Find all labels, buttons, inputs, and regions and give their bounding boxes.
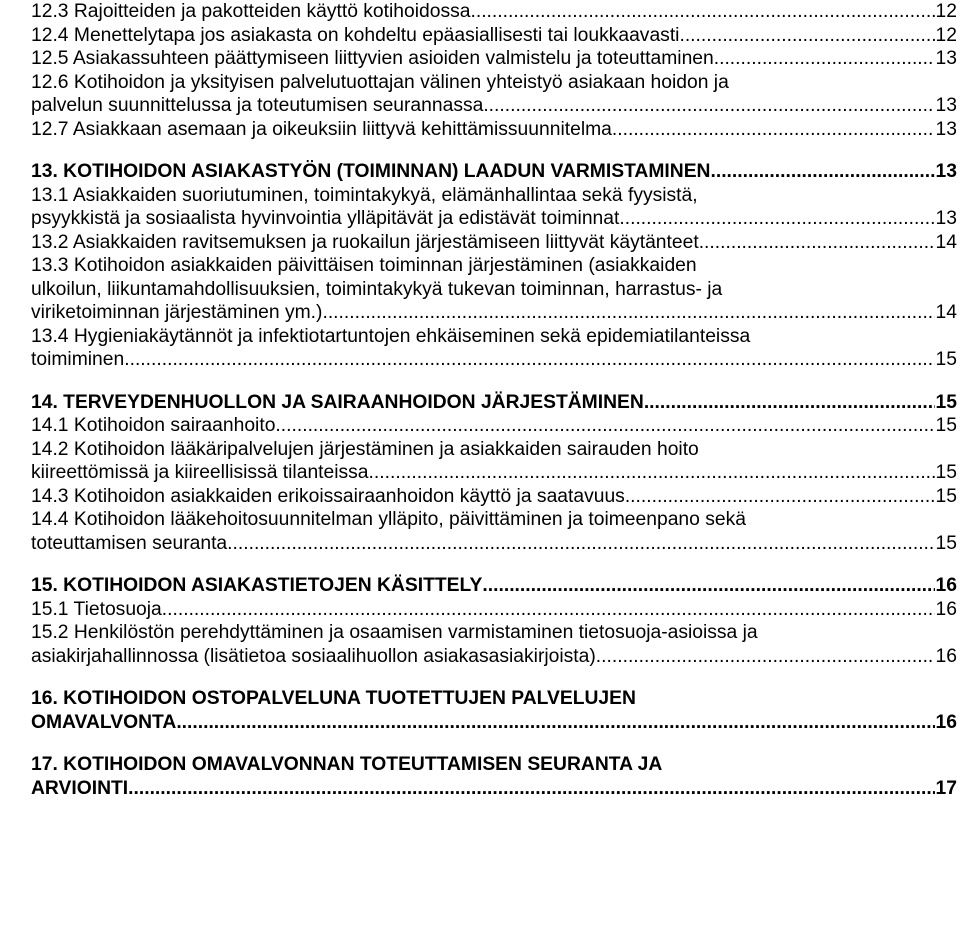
toc-entry-text: 13.1 Asiakkaiden suoriutuminen, toimintakykyä, elämänhallintaa sekä fyysistä, — [31, 184, 698, 206]
toc-entry-line — [31, 71, 957, 95]
toc-entry-text: viriketoiminnan järjestäminen ym.) — [31, 302, 323, 323]
toc-leader-dots — [596, 645, 935, 669]
toc-page-number: 15 — [935, 462, 957, 483]
toc-leader-dots — [714, 47, 935, 71]
toc-entry-line[interactable] — [31, 24, 957, 48]
toc-page-number: 13 — [935, 161, 957, 182]
toc-leader-dots — [275, 414, 934, 438]
toc-entry-line — [31, 621, 957, 645]
toc-entry-line — [31, 278, 957, 302]
toc-entry-text: ARVIOINTI — [31, 777, 129, 799]
toc-page-number: 15 — [935, 349, 957, 370]
toc-entry-line — [31, 254, 957, 278]
toc-page-number: 14 — [935, 231, 957, 253]
toc-entry-text: 12.4 Menettelytapa jos asiakasta on kohdeltu epäasiallisesti tai loukkaavasti — [31, 24, 680, 46]
toc-leader-dots — [162, 598, 935, 622]
toc-entry-line[interactable] — [31, 711, 957, 735]
toc-leader-dots — [619, 207, 934, 231]
toc-entry-line[interactable] — [31, 47, 957, 71]
toc-entry-text: ulkoilun, liikuntamahdollisuuksien, toimintakykyä tukevan toiminnan, harrastus- ja — [31, 278, 723, 300]
toc-entry-text: 15. KOTIHOIDON ASIAKASTIETOJEN KÄSITTELY — [31, 575, 483, 596]
toc-entry-text: toteuttamisen seuranta — [31, 532, 228, 554]
toc-entry-text: 13. KOTIHOIDON ASIAKASTYÖN (TOIMINNAN) LAADUN VARMISTAMINEN — [31, 161, 711, 182]
toc-page-number: 16 — [935, 711, 957, 733]
toc-entry-text: asiakirjahallinnossa (lisätietoa sosiaalihuollon asiakasasiakirjoista) — [31, 645, 596, 667]
toc-page-number: 13 — [935, 48, 957, 69]
toc-leader-dots — [470, 0, 934, 24]
toc-entry-line[interactable] — [31, 160, 957, 184]
section-gap — [31, 668, 957, 687]
toc-entry-line[interactable] — [31, 94, 957, 118]
toc-entry-line[interactable] — [31, 207, 957, 231]
toc-leader-dots — [128, 777, 934, 801]
toc-entry-line[interactable] — [31, 118, 957, 142]
toc-page-number: 15 — [935, 415, 957, 436]
toc-entry-line — [31, 687, 957, 711]
toc-entry-text: 17. KOTIHOIDON OMAVALVONNAN TOTEUTTAMISEN SEURANTA JA — [31, 754, 663, 775]
toc-page-number: 13 — [935, 95, 957, 116]
toc-entry-text: 15.2 Henkilöstön perehdyttäminen ja osaamisen varmistaminen tietosuoja-asioissa ja — [31, 622, 758, 643]
toc-page-number: 15 — [935, 532, 957, 554]
toc-entry-line[interactable] — [31, 301, 957, 325]
toc-page-number: 17 — [935, 777, 957, 799]
toc-entry-line[interactable] — [31, 461, 957, 485]
toc-entry-line[interactable] — [31, 391, 957, 415]
toc-leader-dots — [612, 118, 935, 142]
toc-entry-text: palvelun suunnittelussa ja toteutumisen seurannassa — [31, 95, 484, 116]
toc-page-number: 12 — [935, 1, 957, 22]
toc-entry-text: 16. KOTIHOIDON OSTOPALVELUNA TUOTETTUJEN PALVELUJEN — [31, 688, 636, 709]
toc-entry-line[interactable] — [31, 414, 957, 438]
toc-leader-dots — [227, 532, 934, 556]
toc-entry-text: 12.7 Asiakkaan asemaan ja oikeuksiin liittyvä kehittämissuunnitelma — [31, 118, 612, 140]
toc-entry-text: 14.3 Kotihoidon asiakkaiden erikoissairaanhoidon käyttö ja saatavuus — [31, 485, 625, 507]
table-of-contents — [31, 0, 957, 800]
toc-entry-text: 14.4 Kotihoidon lääkehoitosuunnitelman ylläpito, päivittäminen ja toimeenpano sekä — [31, 509, 746, 530]
section-gap — [31, 141, 957, 160]
toc-entry-line[interactable] — [31, 348, 957, 372]
toc-entry-text: 12.6 Kotihoidon ja yksityisen palvelutuottajan välinen yhteistyö asiakaan hoidon ja — [31, 71, 729, 93]
toc-entry-text: 15.1 Tietosuoja — [31, 598, 162, 620]
toc-entry-line[interactable] — [31, 485, 957, 509]
toc-leader-dots — [483, 94, 934, 118]
toc-page-number: 12 — [935, 24, 957, 46]
toc-leader-dots — [322, 301, 934, 325]
toc-entry-line — [31, 753, 957, 777]
toc-entry-line — [31, 325, 957, 349]
toc-entry-text: 14. TERVEYDENHUOLLON JA SAIRAANHOIDON JÄRJESTÄMINEN — [31, 391, 644, 413]
toc-entry-line[interactable] — [31, 777, 957, 801]
toc-leader-dots — [369, 461, 935, 485]
toc-entry-line[interactable] — [31, 598, 957, 622]
toc-entry-line[interactable] — [31, 231, 957, 255]
toc-entry-text: 12.3 Rajoitteiden ja pakotteiden käyttö kotihoidossa — [31, 1, 471, 22]
toc-leader-dots — [699, 231, 935, 255]
toc-entry-line[interactable] — [31, 645, 957, 669]
toc-page-number: 16 — [935, 575, 957, 596]
toc-entry-text: 13.2 Asiakkaiden ravitsemuksen ja ruokailun järjestämiseen liittyvät käytänteet — [31, 231, 699, 253]
toc-entry-text: 14.1 Kotihoidon sairaanhoito — [31, 415, 276, 436]
toc-entry-text: 14.2 Kotihoidon lääkäripalvelujen järjestäminen ja asiakkaiden sairauden hoito — [31, 438, 699, 460]
toc-leader-dots — [482, 574, 934, 598]
section-gap — [31, 372, 957, 391]
toc-page-number: 16 — [935, 645, 957, 667]
toc-entry-text: OMAVALVONTA — [31, 711, 177, 733]
toc-leader-dots — [679, 24, 934, 48]
toc-page-number: 14 — [935, 302, 957, 323]
toc-page-number: 13 — [935, 208, 957, 229]
section-gap — [31, 555, 957, 574]
toc-entry-line — [31, 508, 957, 532]
toc-leader-dots — [644, 391, 935, 415]
toc-entry-text: toimiminen — [31, 349, 125, 370]
toc-entry-text: psyykkistä ja sosiaalista hyvinvointia ylläpitävät ja edistävät toiminnat — [31, 208, 620, 229]
toc-entry-text: kiireettömissä ja kiireellisissä tilanteissa — [31, 462, 369, 483]
toc-page-number: 16 — [935, 598, 957, 620]
toc-entry-line — [31, 438, 957, 462]
toc-leader-dots — [176, 711, 934, 735]
toc-entry-text: 13.3 Kotihoidon asiakkaiden päivittäisen toiminnan järjestäminen (asiakkaiden — [31, 255, 697, 276]
toc-page-number: 15 — [935, 391, 957, 413]
toc-entry-line[interactable] — [31, 574, 957, 598]
toc-entry-line[interactable] — [31, 0, 957, 24]
toc-leader-dots — [124, 348, 934, 372]
toc-entry-text: 12.5 Asiakassuhteen päättymiseen liittyvien asioiden valmistelu ja toteuttaminen — [31, 48, 714, 69]
toc-leader-dots — [710, 160, 934, 184]
toc-entry-line[interactable] — [31, 532, 957, 556]
toc-entry-text: 13.4 Hygieniakäytännöt ja infektiotartuntojen ehkäiseminen sekä epidemiatilanteissa — [31, 325, 751, 347]
section-gap — [31, 734, 957, 753]
toc-leader-dots — [625, 485, 935, 509]
toc-page-number: 13 — [935, 118, 957, 140]
toc-page-number: 15 — [935, 485, 957, 507]
toc-entry-line — [31, 184, 957, 208]
